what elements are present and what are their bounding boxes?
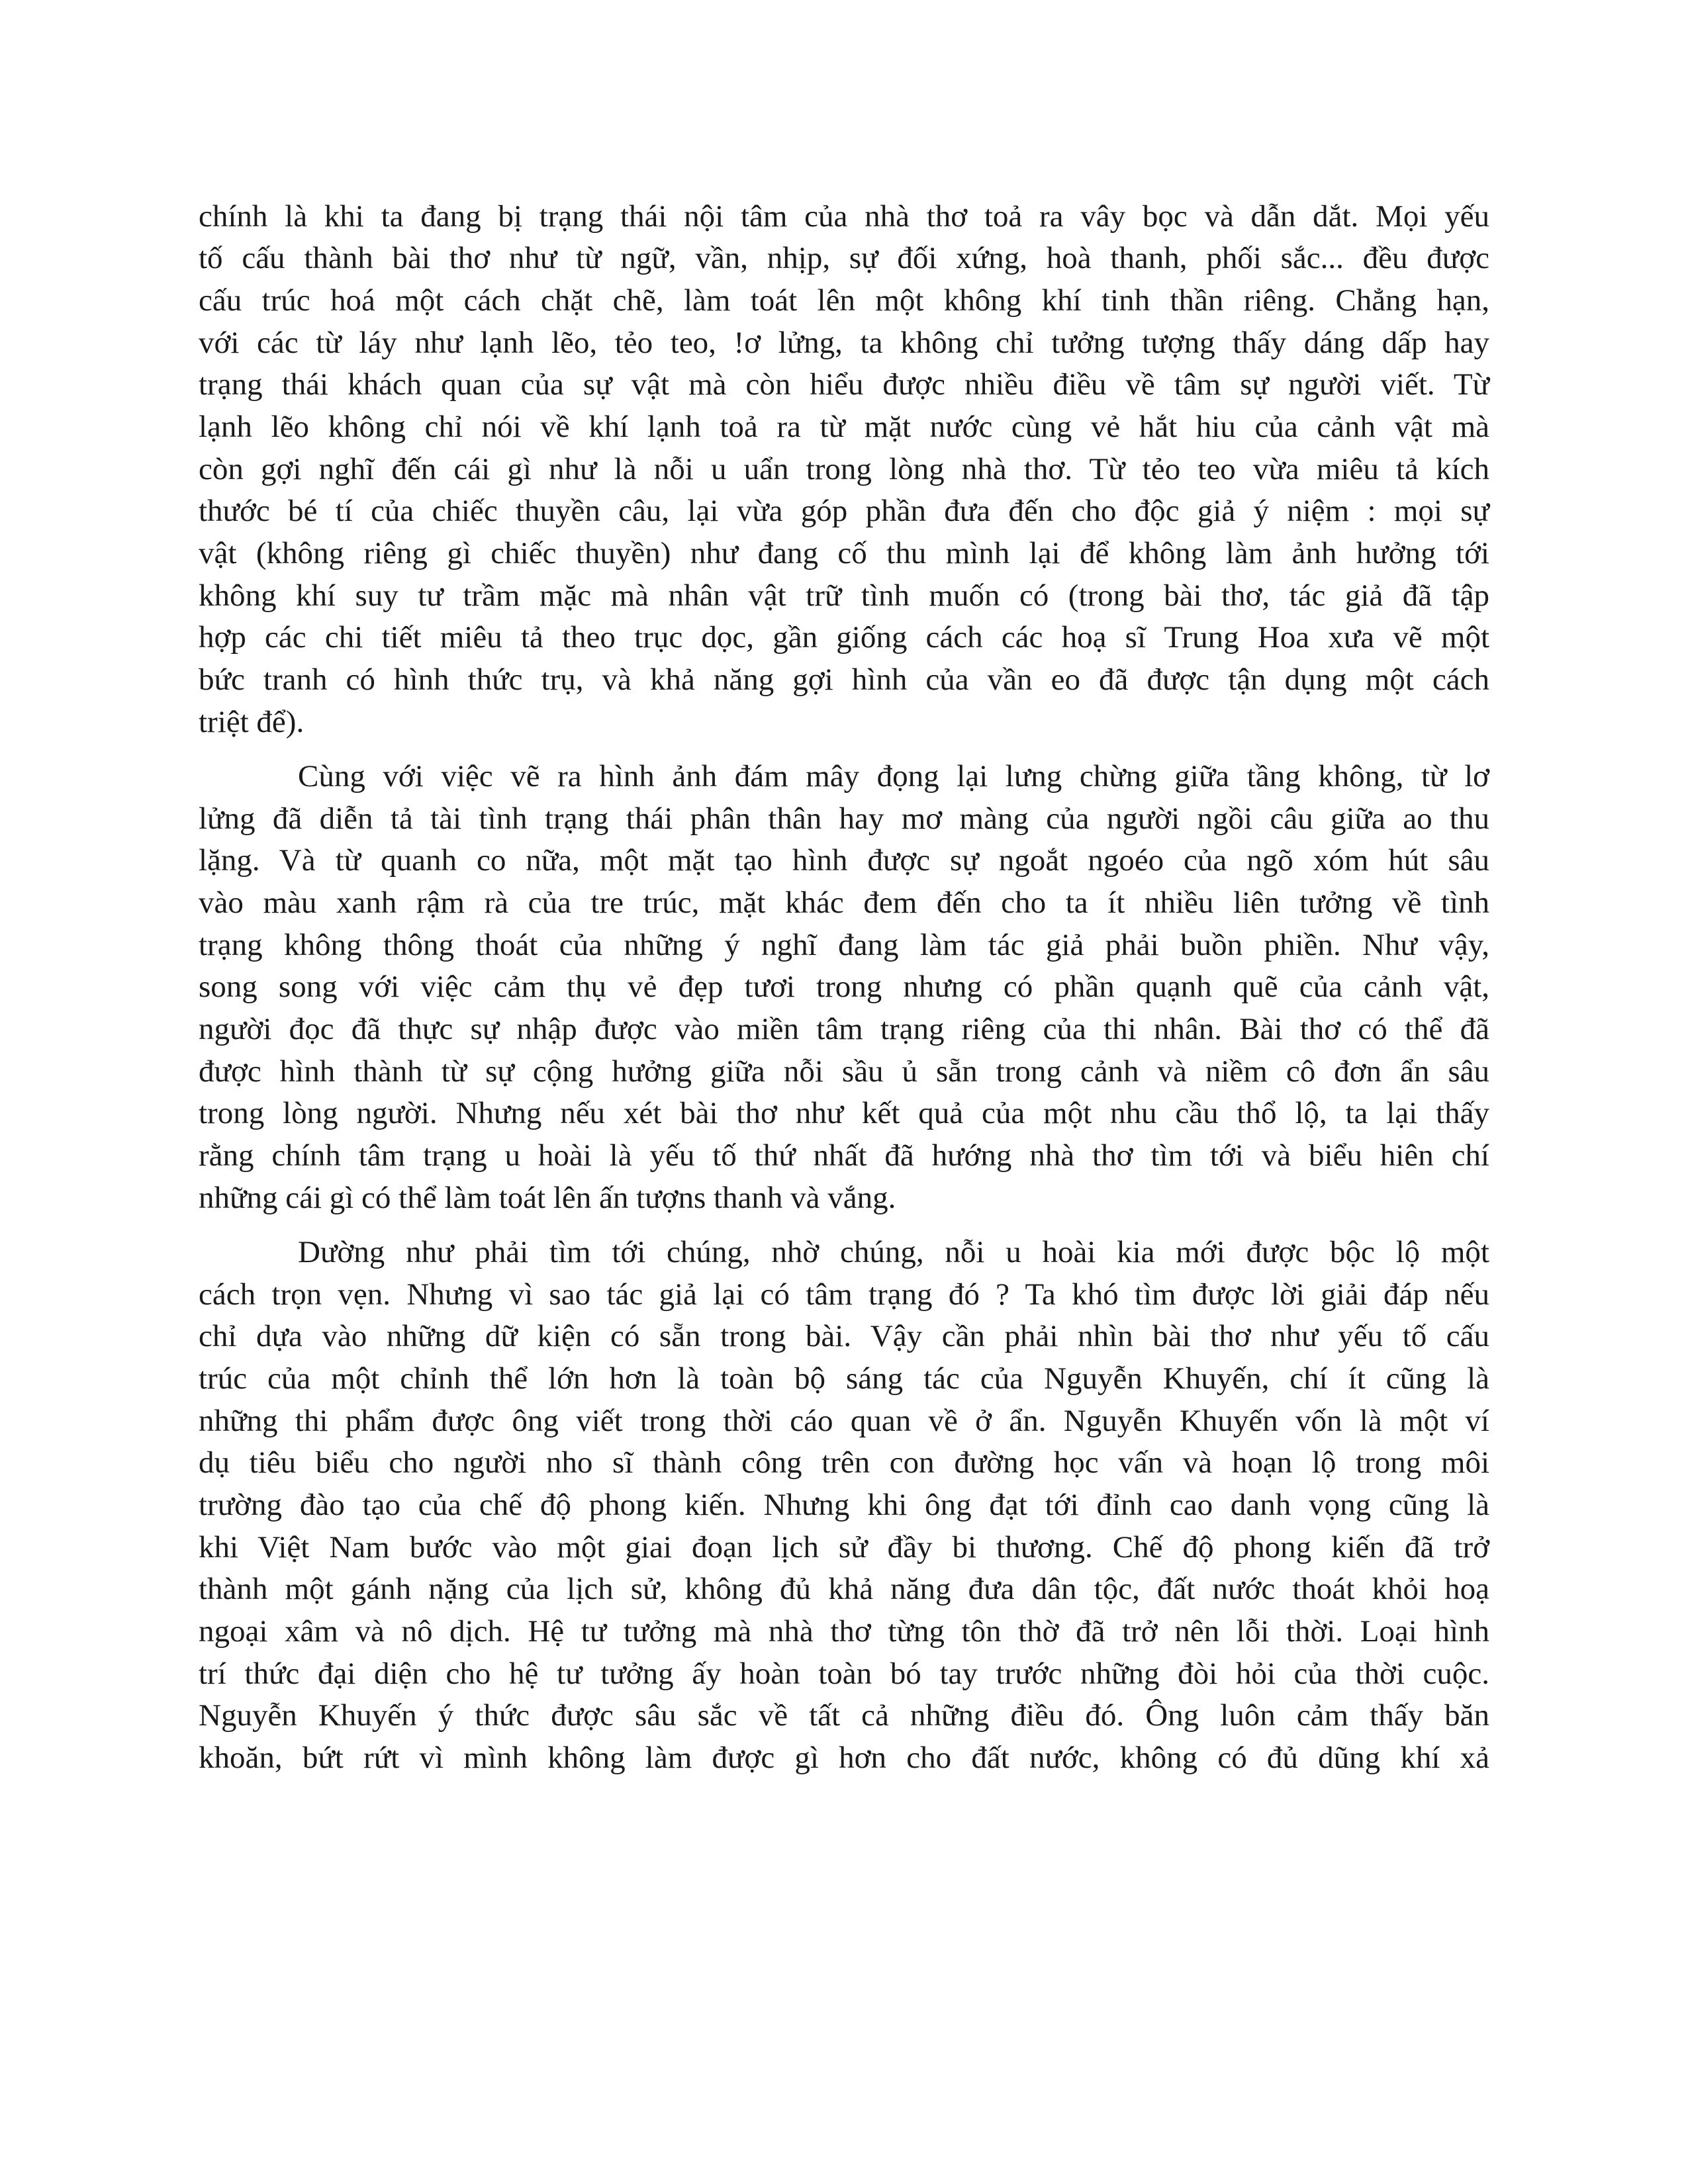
text-line: trí thức đại diện cho hệ tư tưởng ấy hoàn toàn bó tay trước những đòi hỏi của thời cuộc. — [199, 1657, 1489, 1691]
text-line: tố cấu thành bài thơ như từ ngữ, vần, nhịp, sự đối xứng, hoà thanh, phối sắc... đều được — [199, 241, 1489, 275]
text-line: trúc của một chỉnh thể lớn hơn là toàn bộ sáng tác của Nguyễn Khuyến, chí ít cũng là — [199, 1361, 1489, 1396]
text-line: cấu trúc hoá một cách chặt chẽ, làm toát lên một không khí tinh thần riêng. Chẳng hạn, — [199, 283, 1489, 318]
text-line: ngoại xâm và nô dịch. Hệ tư tưởng mà nhà thơ từng tôn thờ đã trở nên lỗi thời. Loại hình — [199, 1614, 1489, 1649]
text-line: song song với việc cảm thụ vẻ đẹp tươi trong nhưng có phần quạnh quẽ của cảnh vật, — [199, 970, 1489, 1004]
text-line: những thi phẩm được ông viết trong thời cáo quan về ở ẩn. Nguyễn Khuyến vốn là một ví — [199, 1404, 1489, 1438]
text-line: với các từ láy như lạnh lẽo, tẻo teo, !ơ lửng, ta không chỉ tưởng tượng thấy dáng dấp hay — [199, 326, 1489, 360]
text-line: bức tranh có hình thức trụ, và khả năng gợi hình của vần eo đã được tận dụng một cách — [199, 662, 1489, 697]
text-line: thước bé tí của chiếc thuyền câu, lại vừa góp phần đưa đến cho độc giả ý niệm : mọi sự — [199, 494, 1489, 528]
text-line: không khí suy tư trầm mặc mà nhân vật trữ tình muốn có (trong bài thơ, tác giả đã tập — [199, 578, 1489, 613]
text-line: rằng chính tâm trạng u hoài là yếu tố thứ nhất đã hướng nhà thơ tìm tới và biểu hiên chí — [199, 1138, 1489, 1173]
text-line: vào màu xanh rậm rà của tre trúc, mặt khác đem đến cho ta ít nhiều liên tưởng về tình — [199, 886, 1489, 920]
text-line: dụ tiêu biểu cho người nho sĩ thành công trên con đường học vấn và hoạn lộ trong môi — [199, 1445, 1489, 1480]
text-line: vật (không riêng gì chiếc thuyền) như đang cố thu mình lại để không làm ảnh hưởng tới — [199, 536, 1489, 570]
text-line: trong lòng người. Nhưng nếu xét bài thơ như kết quả của một nhu cầu thổ lộ, ta lại thấy — [199, 1096, 1489, 1130]
text-line: những cái gì có thể làm toát lên ấn tượns thanh và vắng. — [199, 1181, 896, 1215]
text-line: Cùng với việc vẽ ra hình ảnh đám mây đọng lại lưng chừng giữa tầng không, từ lơ — [298, 759, 1489, 794]
text-line: khoăn, bứt rứt vì mình không làm được gì hơn cho đất nước, không có đủ dũng khí xả — [199, 1741, 1489, 1775]
text-line: chỉ dựa vào những dữ kiện có sẵn trong bài. Vậy cần phải nhìn bài thơ như yếu tố cấu — [199, 1319, 1489, 1353]
text-line: trạng thái khách quan của sự vật mà còn hiểu được nhiều điều về tâm sự người viết. Từ — [199, 367, 1489, 402]
text-line: lặng. Và từ quanh co nữa, một mặt tạo hình được sự ngoắt ngoéo của ngõ xóm hút sâu — [199, 843, 1489, 878]
text-line: trạng không thông thoát của những ý nghĩ đang làm tác giả phải buồn phiền. Như vậy, — [199, 928, 1489, 962]
text-line: chính là khi ta đang bị trạng thái nội tâm của nhà thơ toả ra vây bọc và dẫn dắt. Mọi yếu — [199, 199, 1489, 234]
text-line: còn gợi nghĩ đến cái gì như là nỗi u uẩn trong lòng nhà thơ. Từ tẻo teo vừa miêu tả kích — [199, 452, 1489, 486]
text-line: cách trọn vẹn. Nhưng vì sao tác giả lại có tâm trạng đó ? Ta khó tìm được lời giải đáp nếu — [199, 1277, 1489, 1312]
text-line: hợp các chi tiết miêu tả theo trục dọc, gần giống cách các hoạ sĩ Trung Hoa xưa vẽ một — [199, 620, 1489, 655]
text-line: Dường như phải tìm tới chúng, nhờ chúng, nỗi u hoài kia mới được bộc lộ một — [298, 1235, 1489, 1269]
text-line: thành một gánh nặng của lịch sử, không đủ khả năng đưa dân tộc, đất nước thoát khỏi hoạ — [199, 1572, 1489, 1606]
text-line: được hình thành từ sự cộng hưởng giữa nỗi sầu ủ sẵn trong cảnh và niềm cô đơn ẩn sâu — [199, 1054, 1489, 1089]
text-line — [199, 1779, 1489, 1821]
text-line: triệt để). — [199, 705, 305, 739]
text-line: lửng đã diễn tả tài tình trạng thái phân thân hay mơ màng của người ngồi câu giữa ao thu — [199, 801, 1489, 836]
text-line: người đọc đã thực sự nhập được vào miền tâm trạng riêng của thi nhân. Bài thơ có thể đã — [199, 1012, 1489, 1046]
text-line: Nguyễn Khuyến ý thức được sâu sắc về tất cả những điều đó. Ông luôn cảm thấy băn — [199, 1698, 1489, 1733]
text-line: trường đào tạo của chế độ phong kiến. Nhưng khi ông đạt tới đỉnh cao danh vọng cũng là — [199, 1488, 1489, 1522]
text-line: lạnh lẽo không chỉ nói về khí lạnh toả ra từ mặt nước cùng vẻ hắt hiu của cảnh vật mà — [199, 410, 1489, 444]
text-line: khi Việt Nam bước vào một giai đoạn lịch sử đầy bi thương. Chế độ phong kiến đã trở — [199, 1530, 1489, 1565]
